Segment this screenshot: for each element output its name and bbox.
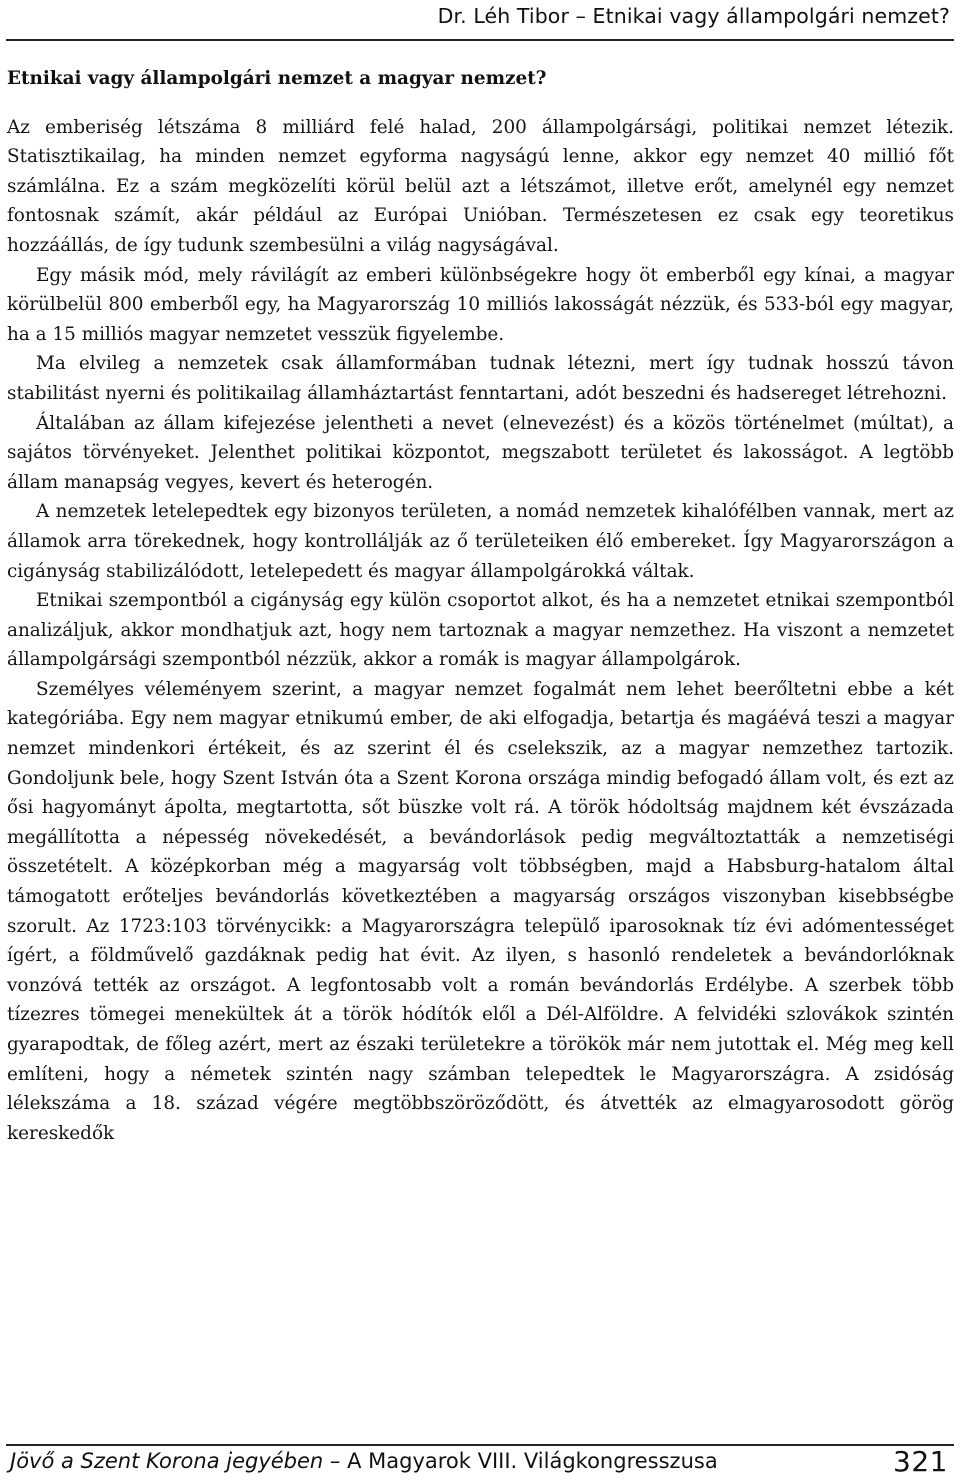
paragraph: Személyes véleményem szerint, a magyar nemzet fogalmát nem lehet beerőltetni ebbe a két kategóriába. Egy nem magyar etnikumú ember, de aki elfogadja, betartja és magáévá teszi a magyar nemzet mindenkori értékeit, és az szerint él és cselekszik, az a magyar nemzethez tartozik. Gondoljunk bele, hogy Szent István óta a Szent Korona országa mindig befogadó állam volt, és ezt az ősi hagyományt ápolta, megtartotta, sőt büszke volt rá. A török hódoltság majdnem két évszázada megállította a népesség növekedését, a bevándorlások pedig megváltoztatták a nemzetiségi összetételt. A középkorban még a magyarság volt többségben, majd a Habsburg-hatalom által támogatott erőteljes bevándorlás következtében a magyarság országos viszonyban kisebbségbe szorult. Az 1723:103 törvénycikk: a Magyarországra települő iparosoknak tíz évi adómentességet ígért, a földművelő gazdáknak pedig hat évit. Az ilyen, s hasonló rendeletek a bevándorlóknak vonzóvá tették az országot. A legfontosabb volt a román bevándorlás Erdélybe. A szerbek több tízezres tömegei menekültek át a török hódítók elől a Dél-Alföldre. A felvidéki szlovákok szintén gyarapodtak, de főleg azért, mert az északi területekre a törökök már nem jutottak el. Még meg kell említeni, hogy a németek szintén nagy számban telepedtek le Magyarországra. A zsidóság lélekszáma a 18. század végére megtöbbszöröződött, és átvették az elmagyarosodott görög kereskedők — [7, 678, 954, 1144]
page-number: 321 — [893, 1445, 948, 1478]
footer-volume: A Magyarok VIII. Világkongresszusa — [347, 1449, 718, 1473]
paragraph: A nemzetek letelepedtek egy bizonyos területen, a nomád nemzetek kihalófélben vannak, mert az államok arra törekednek, hogy kontrollálják az ő területeiken élő embereket. Így Magyarországon a cigányság stabilizálódott, letelepedett és magyar állampolgárokká váltak. — [7, 501, 954, 582]
paragraph: Általában az állam kifejezése jelentheti a nevet (elnevezést) és a közös történelmet (múltat), a sajátos törvényeket. Jelenthet politikai központot, megszabott területet és lakosságot. A legtöbb állam manapság vegyes, kevert és heterogén. — [7, 412, 954, 493]
header-divider — [6, 39, 954, 41]
article-body — [7, 64, 954, 1148]
footer-divider — [6, 1444, 954, 1446]
footer-separator: – — [323, 1449, 348, 1473]
paragraph: Egy másik mód, mely rávilágít az emberi különbségekre hogy öt emberből egy kínai, a magyar körülbelül 800 emberből egy, ha Magyarország 10 milliós lakosságát nézzük, és 533-ból egy magyar, ha a 15 milliós magyar nemzetet vesszük figyelembe. — [7, 264, 954, 345]
page-footer — [10, 1445, 948, 1479]
article-title: Etnikai vagy állampolgári nemzet a magyar nemzet? — [7, 68, 547, 89]
paragraph: Az emberiség létszáma 8 milliárd felé halad, 200 állampolgársági, politikai nemzet létezik. Statisztikailag, ha minden nemzet egyforma nagyságú lenne, akkor egy nemzet 40 millió főt számlálna. Ez a szám megközelíti körül belül azt a létszámot, illetve erőt, amelynél egy nemzet fontosnak számít, akár például az Európai Unióban. Természetesen ez csak egy teoretikus hozzáállás, de így tudunk szembesülni a világ nagyságával. — [7, 116, 954, 256]
footer-book-title: Jövő a Szent Korona jegyében — [10, 1449, 324, 1473]
running-header: Dr. Léh Tibor – Etnikai vagy állampolgári nemzet? — [437, 4, 950, 28]
paragraph: Ma elvileg a nemzetek csak államformában tudnak létezni, mert így tudnak hosszú távon stabilitást nyerni és politikailag államháztartást fenntartani, adót beszedni és hadsereget létrehozni. — [7, 353, 954, 404]
paragraph: Etnikai szempontból a cigányság egy külön csoportot alkot, és ha a nemzetet etnikai szempontból analizáljuk, akkor mondhatjuk azt, hogy nem tartoznak a magyar nemzethez. Ha viszont a nemzetet állampolgársági szempontból nézzük, akkor a romák is magyar állampolgárok. — [7, 590, 954, 671]
